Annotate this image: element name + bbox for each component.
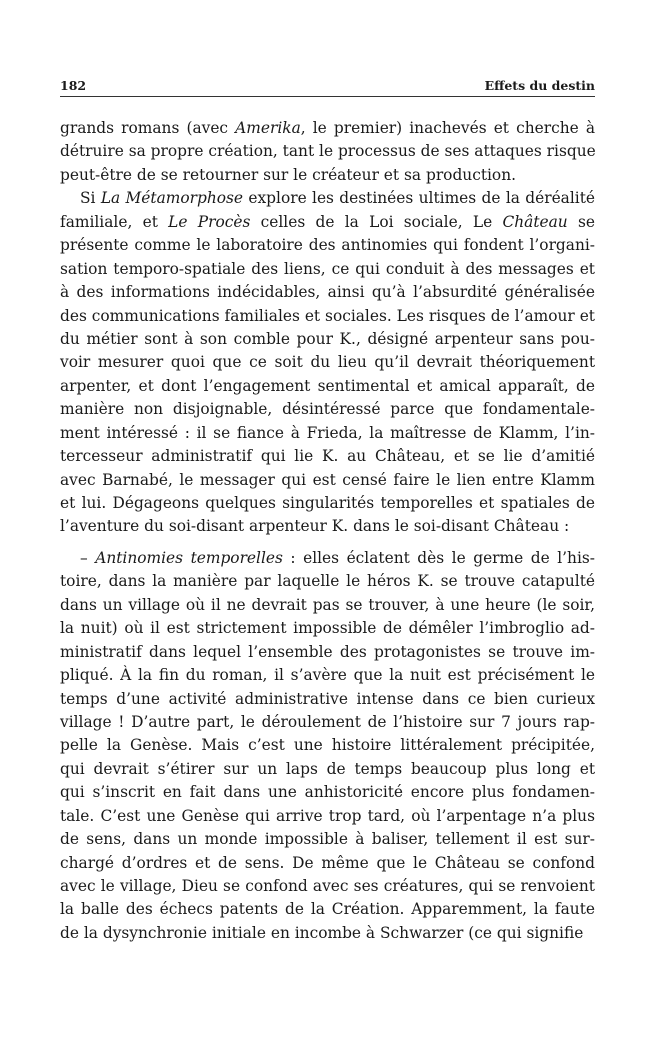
text-line: de la dysynchronie initiale en incombe à Schwarzer (ce qui signifie	[60, 923, 584, 942]
text-line: – Antinomies temporelles : elles éclatent dès le germe de l’his-	[80, 548, 595, 567]
text-line: tale. C’est une Genèse qui arrive trop tard, où l’arpentage n’a plus	[60, 806, 595, 825]
paragraph	[60, 117, 595, 187]
italic-title: La Métamorphose	[100, 189, 244, 208]
text-line: ment intéressé : il se fiance à Frieda, la maîtresse de Klamm, l’in-	[60, 423, 595, 442]
text-line: sation temporo-spatiale des liens, ce qui conduit à des messages et	[60, 259, 595, 278]
text-line: manière non disjoignable, désintéressé parce que fondamentale-	[60, 400, 595, 419]
text-line: à des informations indécidables, ainsi qu’à l’absurdité généralisée	[60, 283, 595, 302]
text-line: peut-être de se retourner sur le créateur et sa production.	[60, 165, 517, 184]
text-line: la nuit) où il est strictement impossible de démêler l’imbroglio ad-	[60, 619, 595, 638]
text-line: avec Barnabé, le messager qui est censé faire le lien entre Klamm	[60, 470, 595, 489]
book-page	[60, 78, 595, 945]
running-title: Effets du destin	[484, 78, 595, 93]
text-line: tercesseur administratif qui lie K. au Château, et se lie d’amitié	[60, 447, 595, 466]
text-line: la balle des échecs patents de la Création. Apparemment, la faute	[60, 900, 595, 919]
text-line: de sens, dans un monde impossible à baliser, tellement il est sur-	[60, 830, 595, 849]
paragraph	[60, 547, 595, 945]
text-line: ministratif dans lequel l’ensemble des protagonistes se trouve im-	[60, 642, 595, 661]
text-line: avec le village, Dieu se confond avec ses créatures, qui se renvoient	[60, 877, 595, 895]
text-line: familiale, et Le Procès celles de la Loi sociale, Le Château se	[60, 212, 595, 231]
paragraph	[60, 187, 595, 539]
text-line: des communications familiales et sociales. Les risques de l’amour et	[60, 306, 595, 325]
text-line: qui devrait s’étirer sur un laps de temps beaucoup plus long et	[60, 759, 595, 778]
paragraph-gap	[60, 539, 595, 547]
text-line: pliqué. À la fin du roman, il s’avère que la nuit est précisément le	[60, 666, 595, 685]
text-line: arpenter, et dont l’engagement sentimental et amical apparaît, de	[60, 376, 595, 395]
text-line: chargé d’ordres et de sens. De même que le Château se confond	[60, 853, 595, 872]
text-line: village ! D’autre part, le déroulement de l’histoire sur 7 jours rap-	[60, 712, 595, 731]
text-line: qui s’inscrit en fait dans une anhistoricité encore plus fondamen-	[60, 783, 595, 802]
page-number: 182	[60, 78, 87, 93]
italic-title: Château	[502, 212, 568, 231]
italic-title: Antinomies temporelles	[95, 548, 283, 567]
italic-title: Le Procès	[168, 212, 251, 231]
running-header	[60, 78, 595, 97]
text-line: du métier sont à son comble pour K., désigné arpenteur sans pou-	[60, 329, 595, 348]
italic-title: Amerika	[235, 119, 301, 137]
text-line: grands romans (avec Amerika, le premier) inachevés et cherche à	[60, 119, 595, 137]
text-line: détruire sa propre création, tant le processus de ses attaques risque	[60, 142, 596, 161]
text-line: temps d’une activité administrative intense dans ce bien curieux	[60, 689, 595, 708]
text-line: présente comme le laboratoire des antinomies qui fondent l’organi-	[60, 236, 595, 255]
body-text	[60, 117, 595, 945]
text-line: toire, dans la manière par laquelle le héros K. se trouve catapulté	[60, 572, 595, 591]
text-line: pelle la Genèse. Mais c’est une histoire littéralement précipitée,	[60, 736, 595, 755]
text-line: voir mesurer quoi que ce soit du lieu qu’il devrait théoriquement	[60, 353, 595, 372]
text-line: Si La Métamorphose explore les destinées ultimes de la déréalité	[80, 189, 595, 208]
text-line: et lui. Dégageons quelques singularités temporelles et spatiales de	[60, 494, 595, 512]
text-line: dans un village où il ne devrait pas se trouver, à une heure (le soir,	[60, 595, 595, 614]
text-line: l’aventure du soi-disant arpenteur K. dans le soi-disant Château :	[60, 517, 570, 536]
